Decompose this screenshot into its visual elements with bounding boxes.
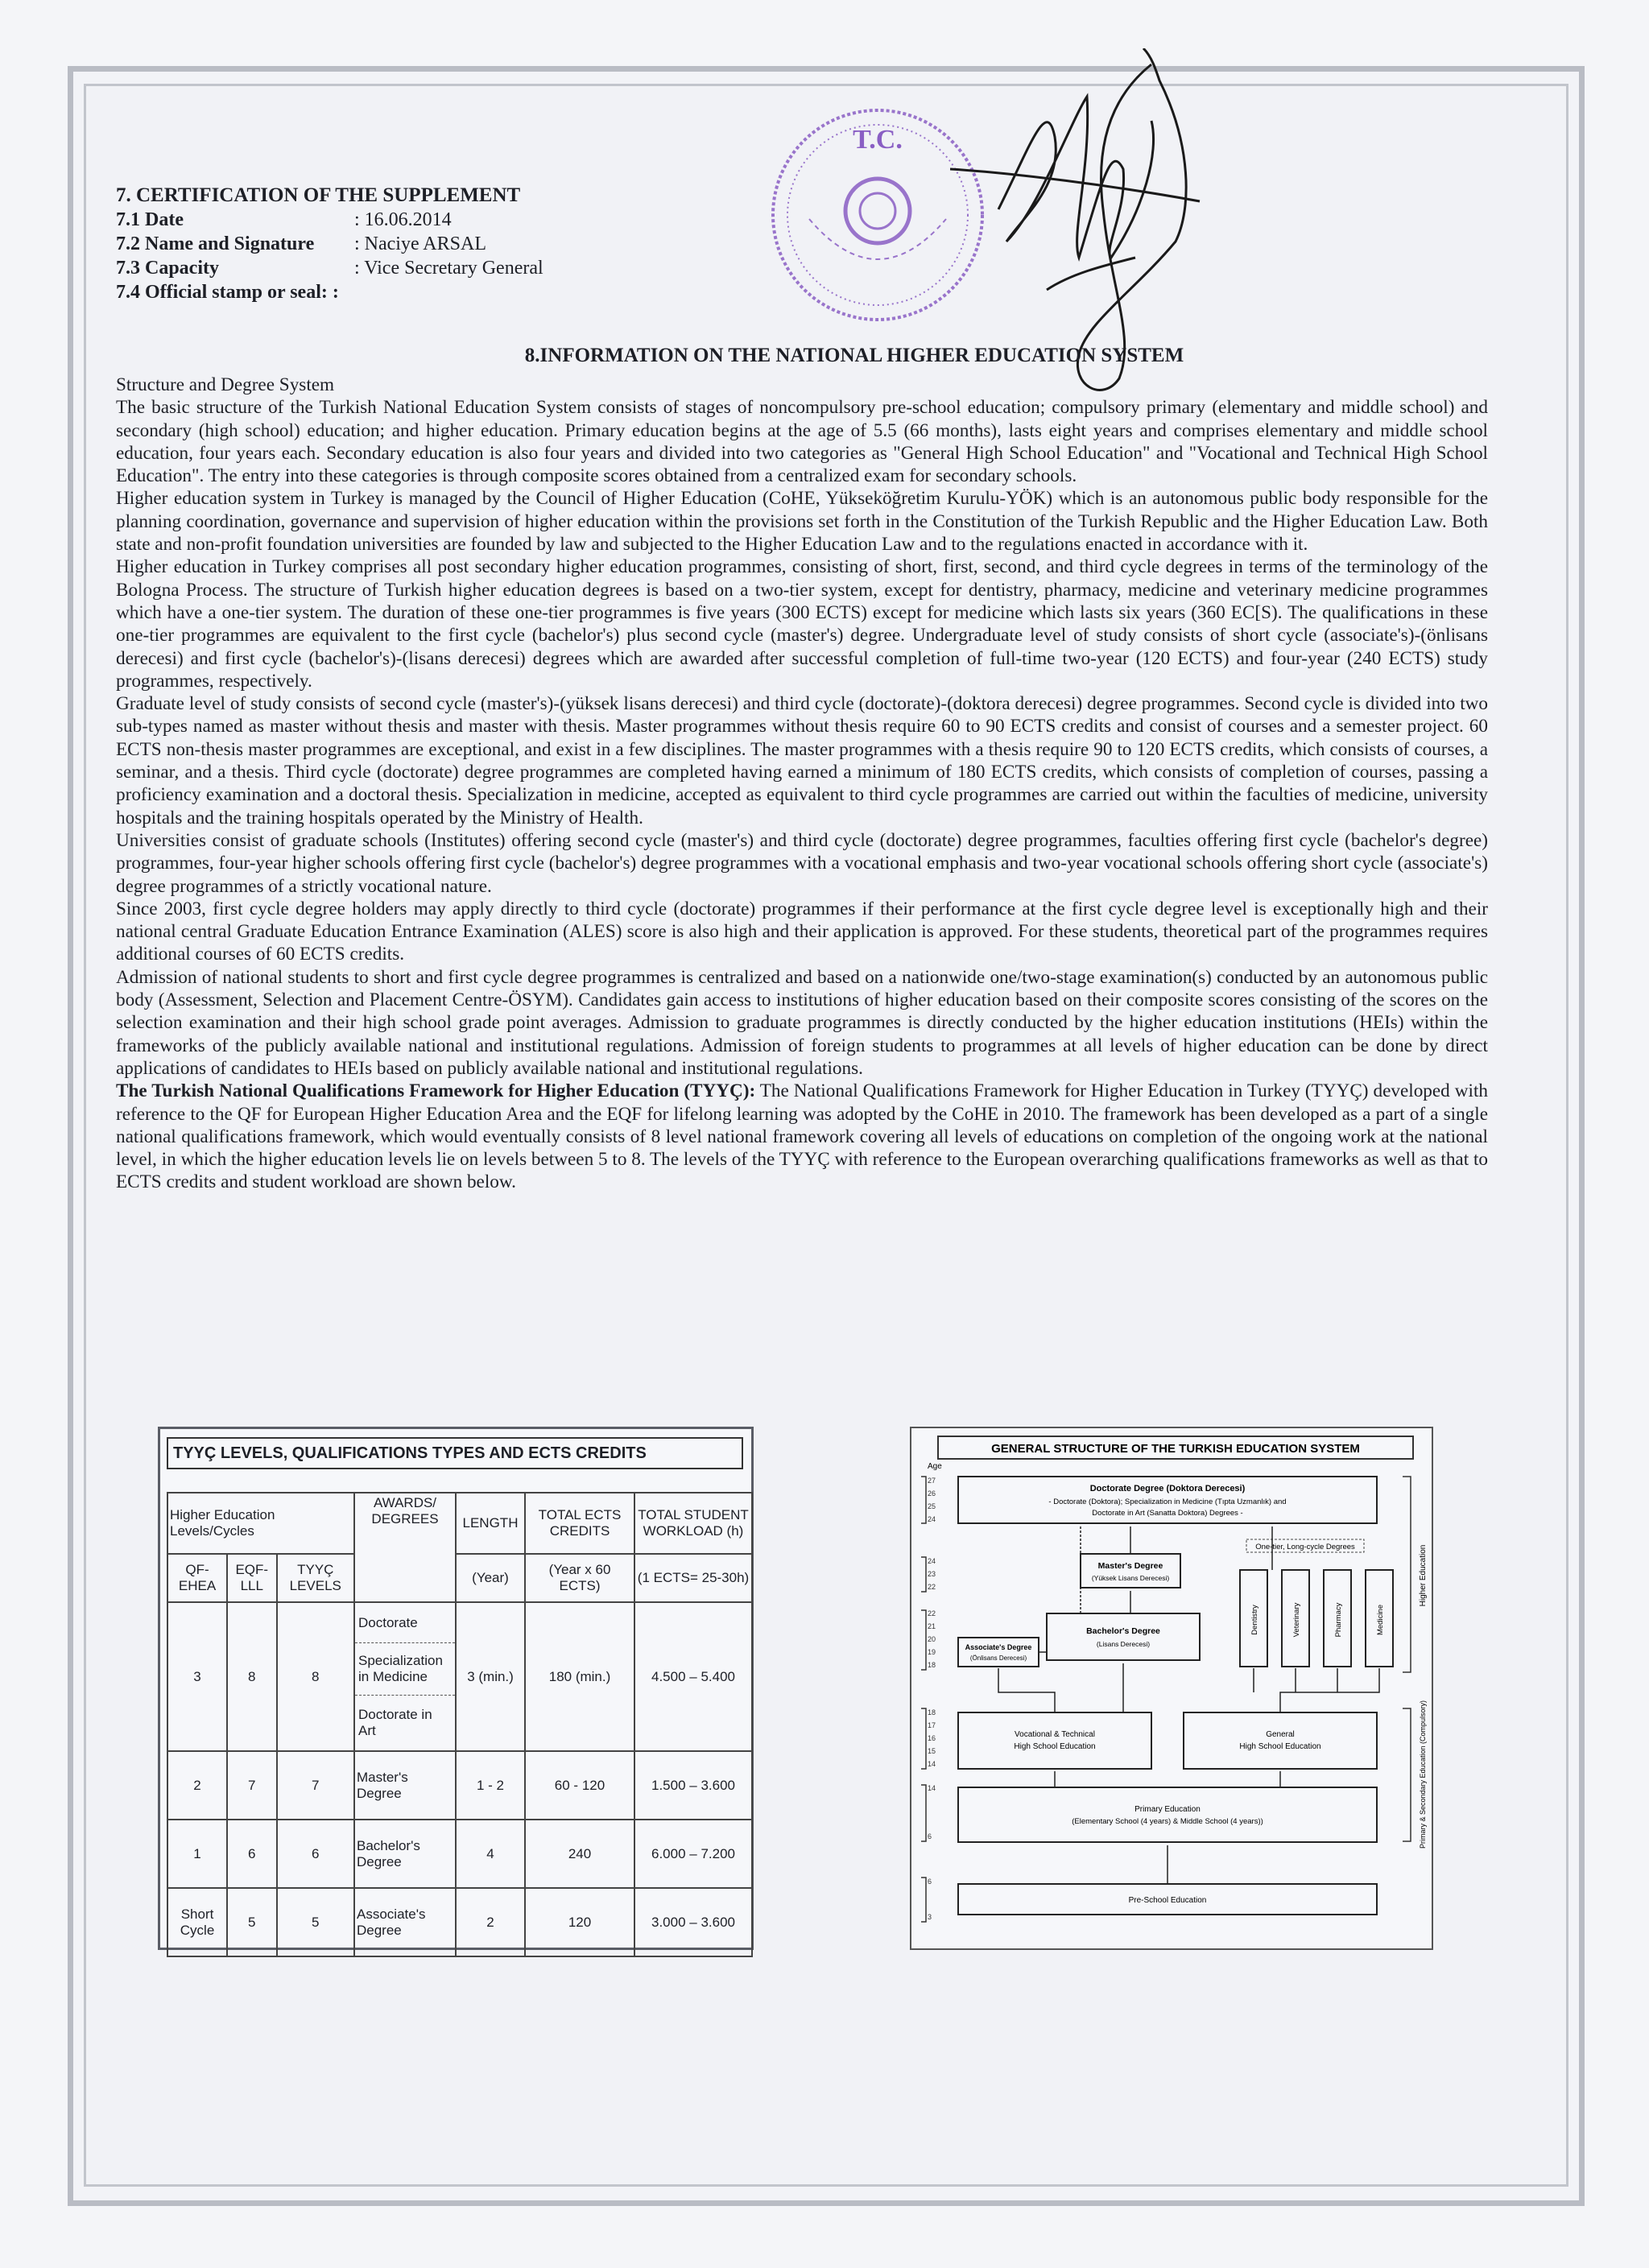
tyyc-paragraph bbox=[116, 1080, 1488, 1193]
paragraph: Since 2003, first cycle degree holders may apply directly to third cycle (doctorate) programmes if their performance at the first cycle degree level is exceptionally high and their national central Graduate Education Entrance Examination (ALES) score is also high and their application is approved. For these students, theoretical part of the programmes requires additional courses of 60 ECTS credits. bbox=[116, 898, 1488, 965]
age-tick: 27 bbox=[928, 1477, 936, 1485]
primary-line1: Primary Education bbox=[1134, 1805, 1201, 1814]
paragraph: Higher education in Turkey comprises all post secondary higher education programmes, consisting of short, first, second, and third cycle degrees in terms of the terminology of the Bologna Process. The structure of Turkish higher education degrees is based on a two-tier system, except for dentistry, pharmacy, medicine and veterinary medicine programmes which have a one-tier system. The duration of these one-tier programmes is five years (300 ECTS) except for medicine which lasts six years (360 EC[S). The qualifications in these one-tier programmes are equivalent to the first cycle (bachelor's) plus second cycle (master's) degree. Undergraduate level of study consists of short cycle (associate's)-(önlisans derecesi) and first cycle (bachelor's)-(lisans derecesi) degrees which are awarded after successful completion of full-time two-year (120 ECTS) and four-year (240 ECTS) study programmes, respectively. bbox=[116, 556, 1488, 692]
cell-tyyc: 8 bbox=[277, 1602, 355, 1751]
document-content bbox=[116, 184, 1488, 1193]
header-length-unit: (Year) bbox=[456, 1554, 525, 1602]
one-tier-programme: Dentistry bbox=[1250, 1605, 1259, 1635]
age-tick: 26 bbox=[928, 1489, 936, 1498]
secondary-label: Primary & Secondary Education (Compulsory) bbox=[1419, 1700, 1427, 1849]
stamp-text: T.C. bbox=[853, 125, 903, 155]
vocational-line1: Vocational & Technical bbox=[1015, 1730, 1095, 1739]
section-8-body bbox=[116, 374, 1488, 1194]
header-ects-unit: (Year x 60 ECTS) bbox=[525, 1554, 634, 1602]
doctorate-line1: - Doctorate (Doktora); Specialization in Medicine (Tıpta Uzmanlık) and bbox=[1048, 1498, 1287, 1506]
cert-label: 7.2 Name and Signature bbox=[116, 233, 315, 254]
header-workload: TOTAL STUDENT WORKLOAD (h) bbox=[634, 1493, 752, 1554]
bachelors-sub: (Lisans Derecesi) bbox=[1096, 1640, 1151, 1648]
table-row bbox=[167, 1820, 752, 1888]
age-tick: 15 bbox=[928, 1747, 936, 1755]
cert-label: 7.4 Official stamp or seal: : bbox=[116, 282, 339, 303]
cell-eqf: 5 bbox=[227, 1888, 276, 1956]
certification-heading: 7. CERTIFICATION OF THE SUPPLEMENT bbox=[116, 184, 521, 206]
header-eqf: EQF-LLL bbox=[227, 1554, 276, 1602]
cell-length: 4 bbox=[456, 1820, 525, 1888]
cell-ects: 120 bbox=[525, 1888, 634, 1956]
cell-qf: 2 bbox=[167, 1751, 227, 1820]
cert-value: : Naciye ARSAL bbox=[354, 233, 486, 254]
award-label: Specialization in Medicine bbox=[355, 1643, 455, 1696]
age-tick: 18 bbox=[928, 1661, 936, 1669]
one-tier-programme: Medicine bbox=[1376, 1604, 1385, 1636]
header-qf: QF-EHEA bbox=[167, 1554, 227, 1602]
age-tick: 18 bbox=[928, 1708, 936, 1716]
header-length: LENGTH bbox=[456, 1493, 525, 1554]
education-structure-diagram bbox=[910, 1427, 1433, 1950]
age-tick: 20 bbox=[928, 1635, 936, 1643]
one-tier-label: One-tier, Long-cycle Degrees bbox=[1255, 1543, 1355, 1551]
primary-line2: (Elementary School (4 years) & Middle School (4 years)) bbox=[1072, 1817, 1263, 1826]
header-ects: TOTAL ECTS CREDITS bbox=[525, 1493, 634, 1554]
masters-sub: (Yüksek Lisans Derecesi) bbox=[1091, 1574, 1170, 1582]
cell-length: 3 (min.) bbox=[456, 1602, 525, 1751]
age-tick: 16 bbox=[928, 1734, 936, 1742]
paragraph: Universities consist of graduate schools (Institutes) offering second cycle (master's) and third cycle (doctorate) degree programmes, faculties offering first cycle (bachelor's degree) programmes, four-year higher schools offering first cycle (bachelor's) degree programmes with a vocational emphasis and two-year vocational schools offering short cycle (associate's) degree programmes of a strictly vocational nature. bbox=[116, 829, 1488, 897]
tyyc-table-title: TYYÇ LEVELS, QUALIFICATIONS TYPES AND ECTS CREDITS bbox=[167, 1437, 743, 1469]
bachelors-title: Bachelor's Degree bbox=[1086, 1626, 1160, 1636]
header-levels: Higher Education Levels/Cycles bbox=[167, 1493, 354, 1554]
cell-tyyc: 5 bbox=[277, 1888, 355, 1956]
table-row bbox=[167, 1888, 752, 1956]
award-label: Doctorate in Art bbox=[358, 1706, 432, 1738]
cell-length: 2 bbox=[456, 1888, 525, 1956]
cell-ects: 180 (min.) bbox=[525, 1602, 634, 1751]
age-label: Age bbox=[928, 1462, 942, 1471]
cell-eqf: 7 bbox=[227, 1751, 276, 1820]
age-tick: 3 bbox=[928, 1913, 932, 1921]
one-tier-programme: Veterinary bbox=[1292, 1602, 1301, 1638]
age-tick: 22 bbox=[928, 1583, 936, 1591]
header-workload-unit: (1 ECTS= 25-30h) bbox=[634, 1554, 752, 1602]
cert-value: : 16.06.2014 bbox=[354, 209, 452, 230]
age-tick: 6 bbox=[928, 1832, 932, 1840]
award-label: Doctorate bbox=[355, 1604, 455, 1643]
age-tick: 25 bbox=[928, 1502, 936, 1510]
masters-title: Master's Degree bbox=[1097, 1561, 1163, 1571]
cell-workload: 4.500 – 5.400 bbox=[634, 1602, 752, 1751]
higher-education-label: Higher Education bbox=[1419, 1544, 1428, 1607]
tyyc-table bbox=[167, 1492, 753, 1957]
cert-label: 7.1 Date bbox=[116, 209, 184, 230]
cell-length: 1 - 2 bbox=[456, 1751, 525, 1820]
section-8-title: 8.INFORMATION ON THE NATIONAL HIGHER EDUCATION SYSTEM bbox=[524, 345, 1184, 366]
table-row bbox=[167, 1602, 752, 1751]
cell-awards: Associate's Degree bbox=[354, 1888, 456, 1956]
cell-awards: Bachelor's Degree bbox=[354, 1820, 456, 1888]
age-tick: 17 bbox=[928, 1721, 936, 1729]
diagram-title: GENERAL STRUCTURE OF THE TURKISH EDUCATION SYSTEM bbox=[991, 1442, 1360, 1456]
age-tick: 14 bbox=[928, 1760, 936, 1768]
section-8-subtitle: Structure and Degree System bbox=[116, 374, 335, 395]
cell-qf: Short Cycle bbox=[167, 1888, 227, 1956]
age-tick: 24 bbox=[928, 1515, 936, 1523]
cell-qf: 3 bbox=[167, 1602, 227, 1751]
paragraph: Graduate level of study consists of second cycle (master's)-(yüksek lisans derecesi) and third cycle (doctorate)-(doktora derecesi) degree programmes. Second cycle is divided into two sub-types named as master without thesis and master with thesis. Master programmes without thesis require 60 to 90 ECTS credits and consist of courses and a semester project. 60 ECTS non-thesis master programmes are exceptional, and exist in a few disciplines. The master programmes with a thesis require 90 to 120 ECTS credits, which consists of courses, a seminar, and a thesis. Third cycle (doctorate) degree programmes are completed having earned a minimum of 180 ECTS credits, which consists of completion of courses, passing a proficiency examination and a doctoral thesis. Specialization in medicine, accepted as equivalent to third cycle programmes are carried out within the faculties of medicine, university hospitals and the training hospitals operated by the Ministry of Health. bbox=[116, 693, 1488, 828]
one-tier-programme: Pharmacy bbox=[1334, 1602, 1343, 1638]
cell-ects: 60 - 120 bbox=[525, 1751, 634, 1820]
cert-row-date bbox=[116, 208, 1488, 232]
age-tick: 6 bbox=[928, 1878, 932, 1886]
tyyc-text: The National Qualifications Framework for Higher Education in Turkey (TYYÇ) developed with reference to the QF for European Higher Education Area and the EQF for lifelong learning was adopted by the CoHE in 2010. The framework has been developed as a part of a single national qualifications framework, which would eventually consists of 8 level national framework covering all levels of educations on completion of the ongoing work at the national level, in which the higher education levels lie on levels between 5 to 8. The levels of the TYYÇ with reference to the European overarching qualifications frameworks as well as that to ECTS credits and student workload are shown below. bbox=[116, 1080, 1488, 1193]
table-row bbox=[167, 1751, 752, 1820]
cert-row-name bbox=[116, 232, 1488, 256]
cell-workload: 1.500 – 3.600 bbox=[634, 1751, 752, 1820]
doctorate-line2: Doctorate in Art (Sanatta Doktora) Degrees - bbox=[1092, 1509, 1243, 1518]
associates-title: Associate's Degree bbox=[965, 1643, 1032, 1651]
vocational-line2: High School Education bbox=[1014, 1742, 1096, 1751]
cell-qf: 1 bbox=[167, 1820, 227, 1888]
cert-label: 7.3 Capacity bbox=[116, 258, 219, 279]
age-tick: 19 bbox=[928, 1648, 936, 1656]
cell-workload: 6.000 – 7.200 bbox=[634, 1820, 752, 1888]
age-tick: 21 bbox=[928, 1622, 936, 1630]
tyyc-heading: The Turkish National Qualifications Framework for Higher Education (TYYÇ): bbox=[116, 1080, 756, 1102]
doctorate-title: Doctorate Degree (Doktora Derecesi) bbox=[1089, 1484, 1246, 1493]
paragraph: Admission of national students to short and first cycle degree programmes is centralized and based on a nationwide one/two-stage examination(s) conducted by an autonomous public body (Assessment, Selection and Placement Centre-ÖSYM). Candidates gain access to institutions of higher education based on their composite scores consisting of the scores on the selection examination and their high school grade point averages. Admission to graduate programmes is directly conducted by the higher education institutions (HEIs) within the frameworks of the publicly available national and institutional regulations. Admission of foreign students to programmes at all levels of higher education can be done by direct applications of candidates to HEIs based on publicly available national and institutional regulations. bbox=[116, 966, 1488, 1079]
cell-awards bbox=[354, 1602, 456, 1751]
header-awards: AWARDS/ DEGREES bbox=[354, 1493, 456, 1602]
cert-row-stamp bbox=[116, 280, 1488, 304]
associates-sub: (Önlisans Derecesi) bbox=[969, 1655, 1027, 1662]
age-tick: 22 bbox=[928, 1609, 936, 1617]
cell-tyyc: 7 bbox=[277, 1751, 355, 1820]
age-tick: 14 bbox=[928, 1784, 936, 1792]
cell-ects: 240 bbox=[525, 1820, 634, 1888]
general-line2: High School Education bbox=[1239, 1742, 1321, 1751]
tyyc-table-panel bbox=[158, 1427, 754, 1950]
cell-tyyc: 6 bbox=[277, 1820, 355, 1888]
age-tick: 24 bbox=[928, 1557, 936, 1565]
paragraph: Higher education system in Turkey is managed by the Council of Higher Education (CoHE, Yükseköğretim Kurulu-YÖK) which is an autonomous public body responsible for the planning coordination, governance and supervision of higher education within the provisions set forth in the Constitution of the Turkish Republic and the Higher Education Law. Both state and non-profit foundation universities are founded by law and subjected to the Higher Education Law and to the regulations enacted in accordance with it. bbox=[116, 488, 1488, 556]
general-line1: General bbox=[1266, 1730, 1295, 1739]
cell-eqf: 8 bbox=[227, 1602, 276, 1751]
header-tyyc: TYYÇ LEVELS bbox=[277, 1554, 355, 1602]
cert-value: : Vice Secretary General bbox=[354, 258, 543, 279]
cell-awards: Master's Degree bbox=[354, 1751, 456, 1820]
cert-row-capacity bbox=[116, 256, 1488, 280]
preschool-label: Pre-School Education bbox=[1128, 1896, 1207, 1905]
paragraph: The basic structure of the Turkish National Education System consists of stages of noncompulsory pre-school education; compulsory primary (elementary and middle school) and secondary (high school) education; and higher education. Primary education begins at the age of 5.5 (66 months), lasts eight years and comprises elementary and middle school education, four years each. Secondary education is also four years and divided into two categories as "General High School Education" and "Vocational and Technical High School Education". The entry into these categories is through composite scores obtained from a centralized exam for secondary schools. bbox=[116, 397, 1488, 487]
cell-eqf: 6 bbox=[227, 1820, 276, 1888]
age-tick: 23 bbox=[928, 1570, 936, 1578]
cell-workload: 3.000 – 3.600 bbox=[634, 1888, 752, 1956]
